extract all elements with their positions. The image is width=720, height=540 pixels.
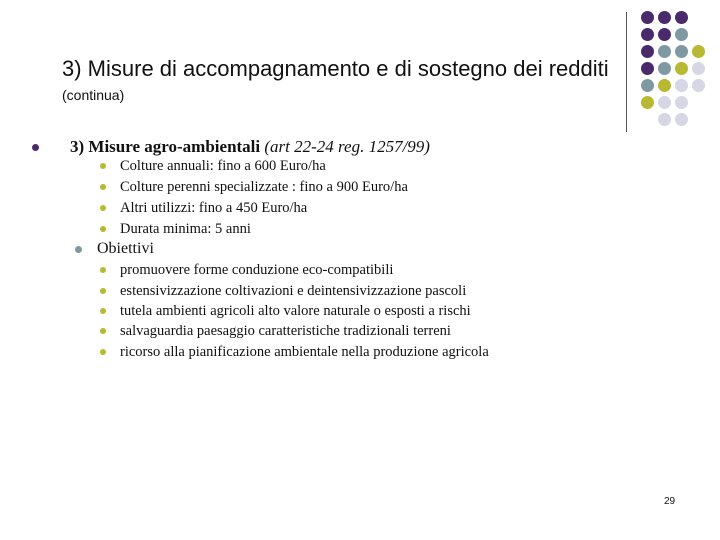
bullet-icon <box>100 288 106 294</box>
bullet-icon <box>100 267 106 273</box>
list-item <box>100 200 307 217</box>
decorative-dot <box>641 96 654 109</box>
list-item <box>100 221 251 238</box>
decorative-dot <box>675 45 688 58</box>
list-item <box>100 303 471 320</box>
objectives-heading: Obiettivi <box>97 240 154 257</box>
decorative-dot <box>658 45 671 58</box>
decorative-dot <box>658 113 671 126</box>
decorative-dot <box>658 62 671 75</box>
decorative-dot <box>675 79 688 92</box>
decorative-dot <box>641 45 654 58</box>
decorative-dot <box>658 11 671 24</box>
bullet-icon <box>100 349 106 355</box>
decorative-dot <box>675 96 688 109</box>
decorative-dot <box>675 113 688 126</box>
bullet-icon <box>100 184 106 190</box>
bullet-icon <box>100 163 106 169</box>
list-item <box>100 158 326 175</box>
list-item-text: salvaguardia paesaggio caratteristiche tradizionali terreni <box>120 323 451 339</box>
decorative-dot <box>692 45 705 58</box>
list-item-text: Colture annuali: fino a 600 Euro/ha <box>120 158 326 174</box>
decorative-dot <box>641 11 654 24</box>
decorative-dot <box>641 62 654 75</box>
list-item <box>100 344 489 361</box>
list-item-text: estensivizzazione coltivazioni e deintensivizzazione pascoli <box>120 283 467 299</box>
decorative-dot <box>675 28 688 41</box>
decorative-dot <box>675 62 688 75</box>
list-item <box>100 283 466 300</box>
decorative-dot <box>658 79 671 92</box>
decorative-dot <box>641 79 654 92</box>
bullet-icon <box>100 205 106 211</box>
list-item <box>100 262 393 279</box>
section-heading-reference: (art 22-24 reg. 1257/99) <box>260 137 430 156</box>
decorative-dot <box>675 11 688 24</box>
decorative-dot <box>692 62 705 75</box>
bullet-icon <box>100 328 106 334</box>
list-item-text: Durata minima: 5 anni <box>120 221 251 237</box>
list-item-text: tutela ambienti agricoli alto valore naturale o esposti a rischi <box>120 303 471 319</box>
slide-subtitle: (continua) <box>62 87 125 103</box>
section-heading-title: 3) Misure agro-ambientali <box>70 137 261 156</box>
list-item-text: promuovere forme conduzione eco-compatibili <box>120 262 394 278</box>
list-item-text: ricorso alla pianificazione ambientale nella produzione agricola <box>120 344 489 360</box>
bullet-icon <box>75 246 82 253</box>
slide-title: 3) Misure di accompagnamento e di sostegno dei redditi <box>62 56 609 81</box>
page-number: 29 <box>664 496 676 507</box>
bullet-icon <box>32 144 39 151</box>
list-item <box>100 323 451 340</box>
decorative-dot <box>641 28 654 41</box>
list-item <box>100 179 408 196</box>
section-heading <box>70 137 430 157</box>
decorative-dot <box>658 96 671 109</box>
decorative-divider-line <box>626 12 627 132</box>
bullet-icon <box>100 226 106 232</box>
list-item-text: Colture perenni specializzate : fino a 900 Euro/ha <box>120 179 408 195</box>
decorative-dot <box>692 79 705 92</box>
decorative-dot <box>658 28 671 41</box>
bullet-icon <box>100 308 106 314</box>
list-item-text: Altri utilizzi: fino a 450 Euro/ha <box>120 200 308 216</box>
